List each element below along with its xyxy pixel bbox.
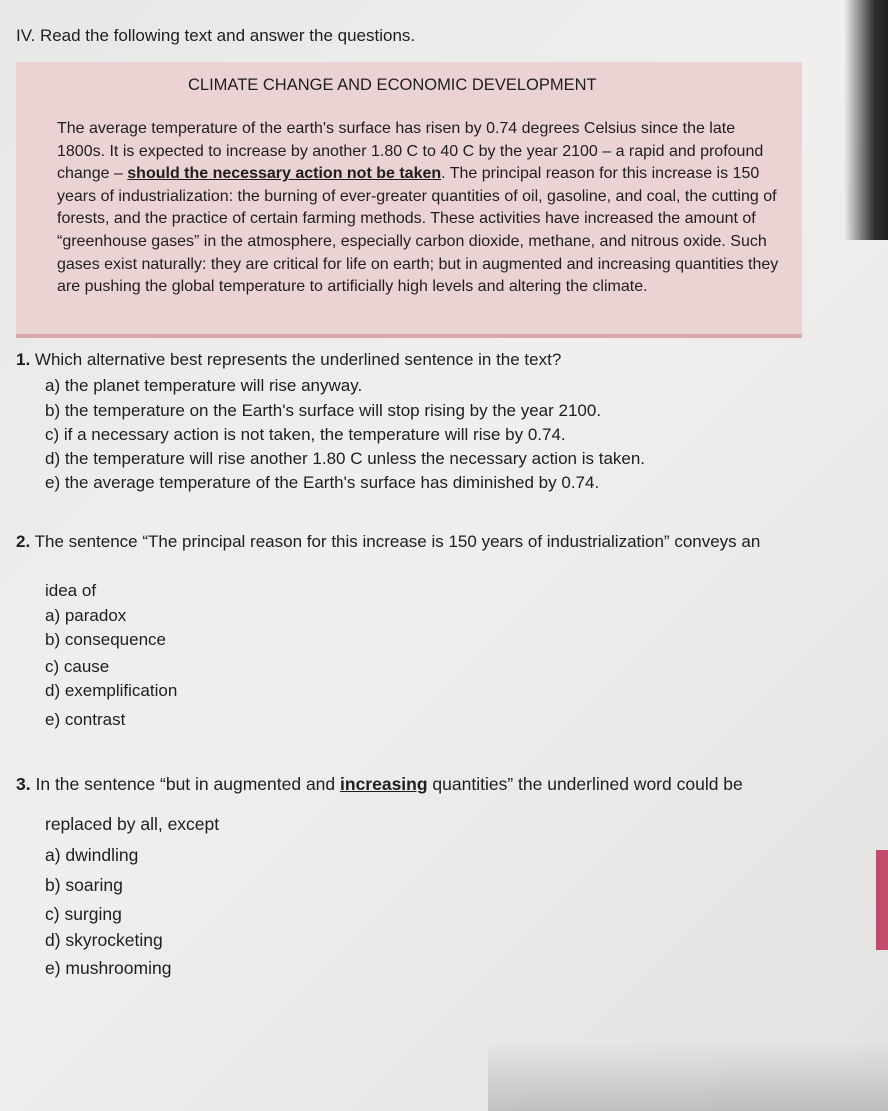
question-3-text-before: In the sentence “but in augmented and — [35, 774, 341, 794]
edge-strip — [876, 850, 888, 950]
passage-text-before: The average temperature of the earth's surface has risen by 0.74 degrees Celsius since the late 1800s. It is expected to increase by another 1.80 C to 40 C by the year 2100 – a rapid and profound change – — [57, 120, 764, 183]
q2-option-e: e) contrast — [45, 710, 126, 729]
question-3-number: 3. — [16, 774, 31, 794]
q2-option-a: a) paradox — [45, 606, 127, 625]
q2-option-c: c) cause — [45, 657, 110, 676]
q3-option-b: b) soaring — [45, 875, 123, 895]
passage-text-after: . The principal reason for this increase is 150 years of industrialization: the burning of ever-greater quantities of oil, gasoline, and coal, the cutting of forests, and the practice of certain farming methods. These activities have increased the amount of “greenhouse gases” in the atmosphere, especially carbon dioxide, methane, and nitrous oxide. Such gases exist naturally: they are critical for life on earth; but in augmented and increasing quantities they are pushing the global temperature to artificially high levels and altering the climate. — [57, 165, 779, 296]
question-1-number: 1. — [16, 350, 31, 369]
question-3-underlined-word: increasing — [340, 774, 428, 794]
q1-option-a: a) the planet temperature will rise anyway. — [45, 376, 363, 395]
q1-option-e: e) the average temperature of the Earth's surface has diminished by 0.74. — [45, 473, 600, 492]
passage-text — [57, 118, 787, 299]
question-1 — [16, 348, 561, 371]
q3-option-a: a) dwindling — [45, 845, 139, 865]
question-2-number: 2. — [16, 532, 31, 551]
question-3-text-after: quantities” the underlined word could be — [427, 774, 743, 794]
section-instruction: IV. Read the following text and answer the questions. — [16, 26, 416, 45]
q2-option-b: b) consequence — [45, 630, 166, 649]
question-2 — [16, 530, 856, 553]
q3-option-d: d) skyrocketing — [45, 930, 163, 950]
passage-underlined-sentence: should the necessary action not be taken — [127, 165, 442, 183]
q1-option-c: c) if a necessary action is not taken, the temperature will rise by 0.74. — [45, 425, 566, 444]
question-3 — [16, 773, 743, 796]
q3-option-c: c) surging — [45, 904, 122, 924]
bottom-shadow — [488, 1041, 888, 1111]
question-1-text: Which alternative best represents the underlined sentence in the text? — [34, 350, 562, 369]
question-3-text-line2: replaced by all, except — [45, 814, 220, 834]
q1-option-d: d) the temperature will rise another 1.80 C unless the necessary action is taken. — [45, 449, 646, 468]
question-2-text-line2: idea of — [45, 581, 97, 600]
question-2-text: The sentence “The principal reason for this increase is 150 years of industrialization” conveys an — [34, 532, 761, 551]
q2-option-d: d) exemplification — [45, 681, 178, 700]
passage-title: CLIMATE CHANGE AND ECONOMIC DEVELOPMENT — [188, 76, 597, 94]
page-edge-shadow — [844, 0, 888, 240]
q3-option-e: e) mushrooming — [45, 958, 172, 978]
q1-option-b: b) the temperature on the Earth's surface will stop rising by the year 2100. — [45, 401, 602, 420]
